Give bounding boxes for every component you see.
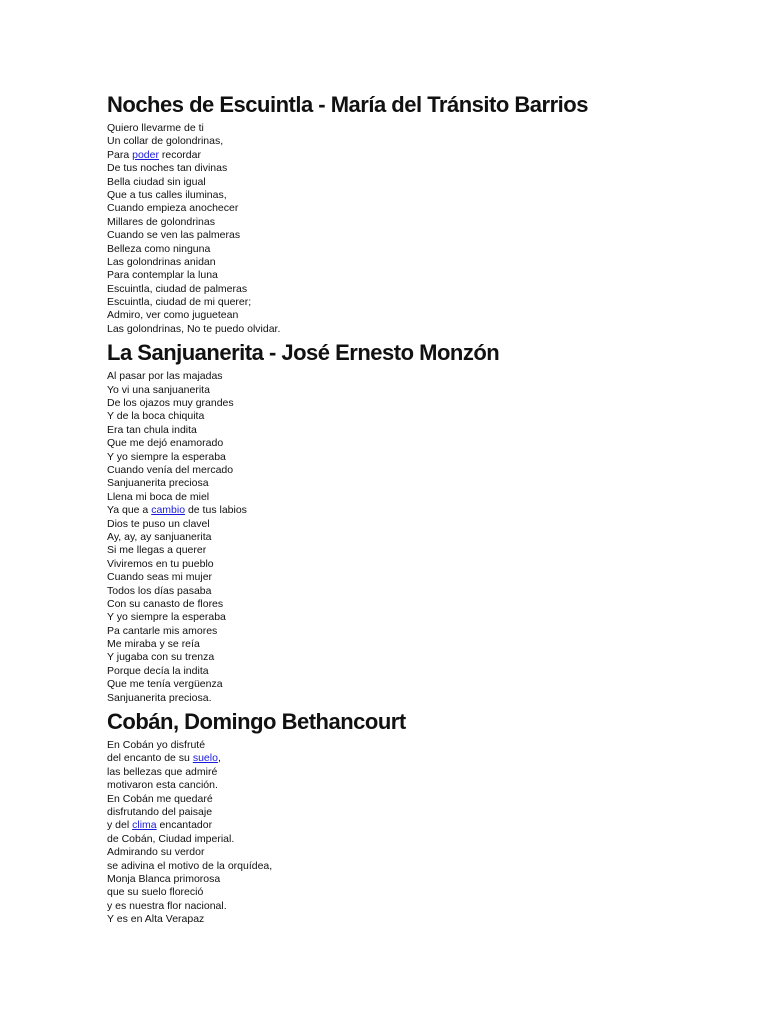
lyric-line (107, 149, 727, 162)
lyric-line (107, 846, 727, 859)
lyric-text: Escuintla, ciudad de mi querer; (107, 296, 252, 309)
lyric-line (107, 886, 727, 899)
lyric-text: Admiro, ver como juguetean (107, 309, 239, 322)
lyric-text: Cuando seas mi mujer (107, 571, 213, 584)
lyric-line (107, 900, 727, 913)
lyric-line (107, 491, 727, 504)
lyric-text: Que me tenía vergüenza (107, 678, 223, 691)
lyric-text: Para (107, 148, 133, 161)
lyric-text: Escuintla, ciudad de palmeras (107, 282, 248, 295)
lyric-line (107, 269, 727, 282)
lyric-line (107, 122, 727, 135)
lyric-text: disfrutando del paisaje (107, 805, 213, 818)
document-body (107, 90, 727, 926)
lyric-line (107, 135, 727, 148)
lyric-text: Ay, ay, ay sanjuanerita (107, 530, 212, 543)
lyric-text: del encanto de su (107, 752, 193, 765)
lyric-line (107, 216, 727, 229)
inline-link[interactable]: suelo (192, 752, 218, 765)
lyric-text: Con su canasto de flores (107, 597, 224, 610)
lyric-line (107, 437, 727, 450)
lyric-line (107, 243, 727, 256)
lyric-text: , (217, 752, 221, 765)
lyric-line (107, 464, 727, 477)
lyric-text: Que me dejó enamorado (107, 437, 224, 450)
lyric-line (107, 544, 727, 557)
lyric-line (107, 477, 727, 490)
lyric-line (107, 504, 727, 517)
inline-link[interactable]: clima (132, 819, 157, 832)
lyric-line (107, 860, 727, 873)
lyric-text: de Cobán, Ciudad imperial. (107, 832, 235, 845)
lyric-line (107, 424, 727, 437)
lyric-line (107, 913, 727, 926)
lyric-line (107, 370, 727, 383)
lyric-line (107, 598, 727, 611)
lyric-line (107, 296, 727, 309)
lyric-text: En Cobán me quedaré (107, 792, 213, 805)
lyric-text: Quiero llevarme de ti (107, 122, 204, 134)
lyric-text: y del (107, 819, 133, 832)
song-title: La Sanjuanerita - José Ernesto Monzón (107, 340, 500, 366)
lyric-line (107, 558, 727, 571)
lyric-line (107, 793, 727, 806)
lyric-line (107, 229, 727, 242)
lyric-text: Monja Blanca primorosa (107, 872, 221, 885)
lyrics-block (107, 739, 727, 926)
lyric-line (107, 283, 727, 296)
song-section (107, 90, 727, 336)
lyric-text: De tus noches tan divinas (107, 162, 228, 175)
lyric-text: Las golondrinas, No te puedo olvidar. (107, 322, 281, 335)
lyric-text: Cuando venía del mercado (107, 463, 234, 476)
lyric-line (107, 451, 727, 464)
lyric-line (107, 531, 727, 544)
lyric-text: Todos los días pasaba (107, 584, 212, 597)
lyric-text: Sanjuanerita preciosa. (107, 691, 212, 704)
lyric-line (107, 518, 727, 531)
lyric-text: Dios te puso un clavel (107, 517, 210, 530)
inline-link[interactable]: cambio (151, 504, 186, 517)
lyric-text: Al pasar por las majadas (107, 370, 223, 383)
lyric-line (107, 766, 727, 779)
lyric-line (107, 873, 727, 886)
lyric-line (107, 819, 727, 832)
lyric-text: Las golondrinas anidan (107, 255, 216, 268)
lyric-text: En Cobán yo disfruté (107, 739, 206, 752)
lyric-text: recordar (158, 148, 201, 161)
lyric-line (107, 665, 727, 678)
lyric-line (107, 397, 727, 410)
lyric-line (107, 410, 727, 423)
lyric-text: Admirando su verdor (107, 846, 205, 859)
lyric-line (107, 384, 727, 397)
lyric-text: Bella ciudad sin igual (107, 175, 206, 188)
lyric-text: que su suelo floreció (107, 886, 204, 899)
lyric-text: Y de la boca chiquita (107, 410, 205, 423)
lyric-text: Si me llegas a querer (107, 544, 207, 557)
lyric-text: Un collar de golondrinas, (107, 135, 224, 148)
lyric-line (107, 611, 727, 624)
lyric-text: Y jugaba con su trenza (107, 651, 215, 664)
lyric-text: Viviremos en tu pueblo (107, 557, 214, 570)
lyric-line (107, 779, 727, 792)
lyric-text: Millares de golondrinas (107, 215, 215, 228)
lyric-text: Cuando se ven las palmeras (107, 229, 241, 242)
lyric-line (107, 189, 727, 202)
lyric-text: motivaron esta canción. (107, 779, 218, 792)
lyrics-block (107, 122, 727, 336)
lyric-text: Cuando empieza anochecer (107, 202, 239, 215)
lyric-text: Era tan chula indita (107, 423, 197, 436)
song-title: Cobán, Domingo Bethancourt (107, 709, 406, 735)
lyric-text: se adivina el motivo de la orquídea, (107, 859, 273, 872)
lyric-line (107, 692, 727, 705)
lyric-text: Me miraba y se reía (107, 638, 200, 651)
lyric-line (107, 833, 727, 846)
lyric-line (107, 309, 727, 322)
lyric-text: Que a tus calles iluminas, (107, 188, 227, 201)
lyric-line (107, 256, 727, 269)
lyric-text: las bellezas que admiré (107, 765, 218, 778)
lyric-line (107, 176, 727, 189)
lyric-line (107, 638, 727, 651)
lyric-line (107, 651, 727, 664)
lyric-text: De los ojazos muy grandes (107, 397, 234, 410)
lyric-line (107, 678, 727, 691)
lyric-line (107, 752, 727, 765)
lyric-text: Y es en Alta Verapaz (107, 913, 205, 926)
lyric-line (107, 162, 727, 175)
lyric-text: Y yo siempre la esperaba (107, 450, 226, 463)
lyric-text: Yo vi una sanjuanerita (107, 383, 210, 396)
lyric-text: Sanjuanerita preciosa (107, 477, 209, 490)
lyric-text: Para contemplar la luna (107, 269, 218, 282)
lyric-line (107, 806, 727, 819)
lyric-text: Pa cantarle mis amores (107, 624, 218, 637)
lyric-text: de tus labios (185, 504, 247, 517)
lyric-line (107, 585, 727, 598)
lyric-text: Y yo siempre la esperaba (107, 611, 226, 624)
lyric-line (107, 202, 727, 215)
lyric-line (107, 323, 727, 336)
lyric-line (107, 571, 727, 584)
lyric-text: encantador (156, 819, 213, 832)
lyric-line (107, 739, 727, 752)
lyric-text: Porque decía la indita (107, 664, 209, 677)
lyric-text: Belleza como ninguna (107, 242, 211, 255)
lyrics-block (107, 370, 727, 705)
lyric-text: Ya que a (107, 504, 152, 517)
song-section (107, 707, 727, 926)
lyric-line (107, 625, 727, 638)
song-section (107, 338, 727, 705)
lyric-text: Llena mi boca de miel (107, 490, 210, 503)
song-title: Noches de Escuintla - María del Tránsito Barrios (107, 92, 588, 117)
lyric-text: y es nuestra flor nacional. (107, 899, 227, 912)
inline-link[interactable]: poder (132, 148, 159, 161)
